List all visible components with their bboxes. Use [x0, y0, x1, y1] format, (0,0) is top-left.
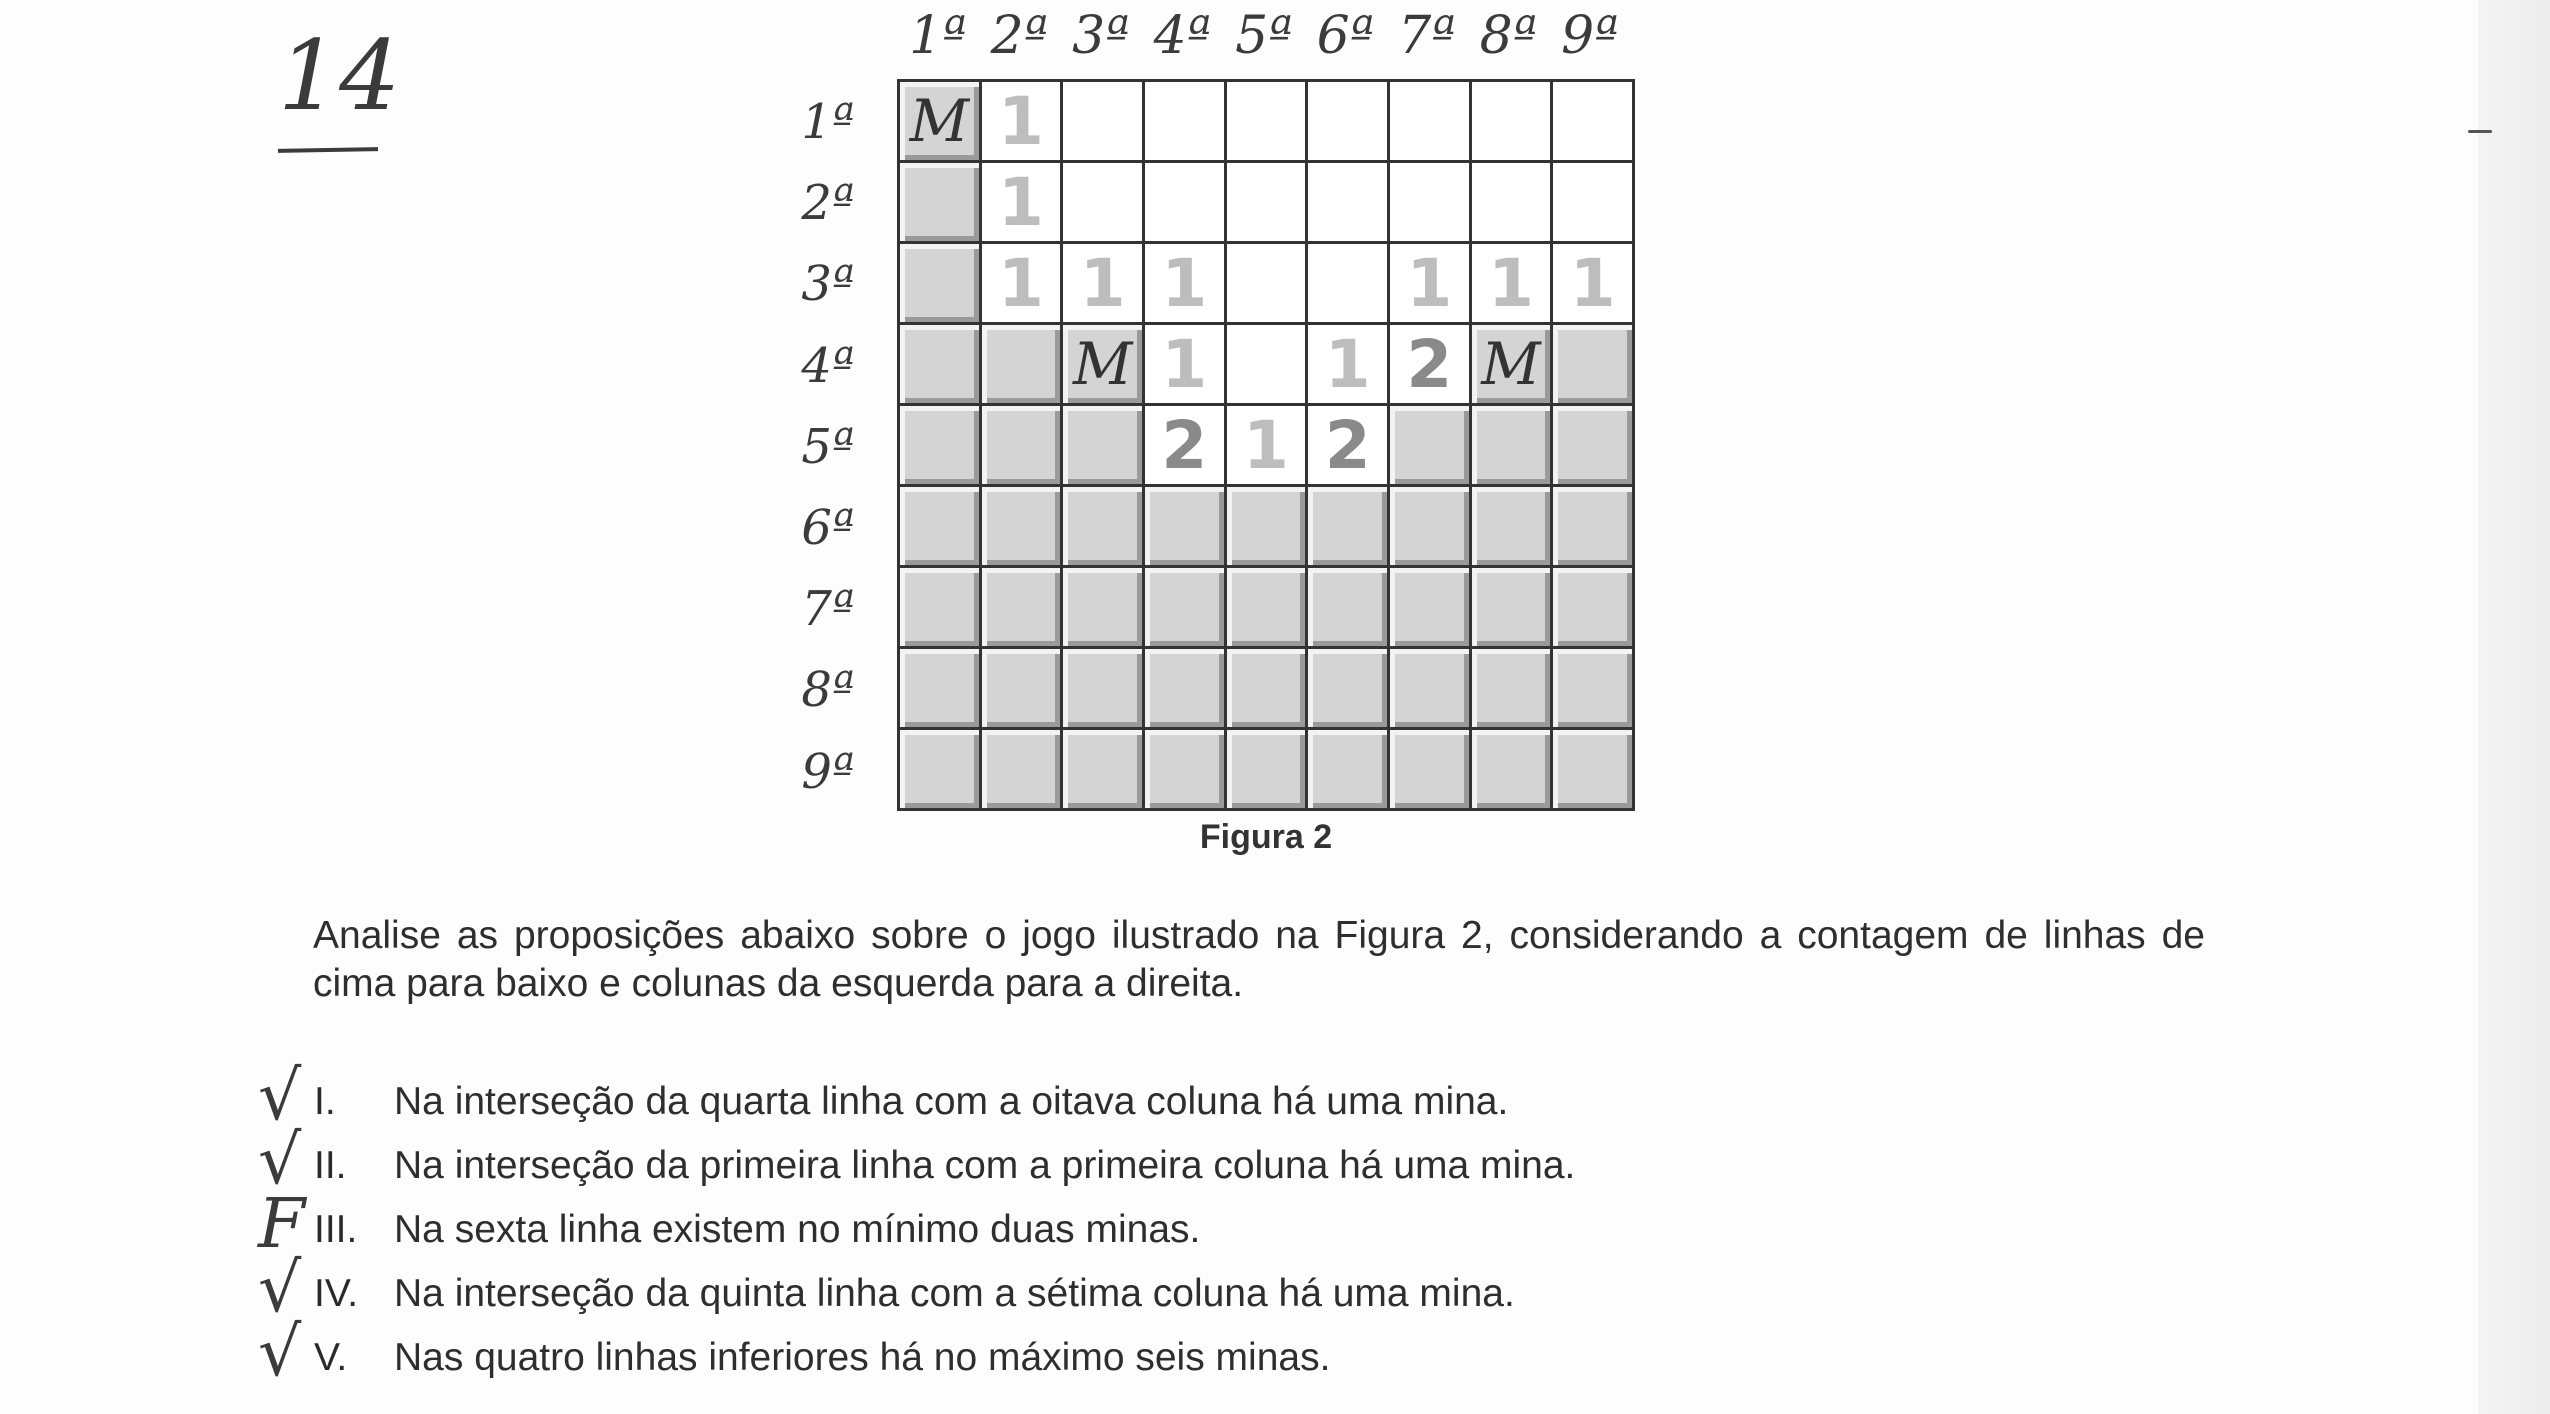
proposition-text: Na interseção da quarta linha com a oitava coluna há uma mina.	[394, 1080, 1509, 1123]
closed-cell	[982, 568, 1061, 646]
closed-cell	[982, 649, 1061, 727]
closed-cell	[1227, 649, 1306, 727]
number-cell	[1145, 244, 1224, 322]
cell-number: 1	[998, 244, 1044, 322]
row-label: 9ª	[801, 743, 855, 800]
cell-number: 1	[1161, 244, 1208, 322]
cell-number: 1	[1243, 406, 1289, 484]
check-mark: √	[258, 1121, 302, 1200]
cell-number: 2	[1406, 325, 1453, 403]
number-cell	[1308, 406, 1387, 484]
check-mark: √	[258, 1249, 302, 1328]
number-cell	[982, 244, 1061, 322]
number-cell	[1308, 325, 1387, 403]
closed-cell	[900, 730, 979, 808]
closed-cell	[1063, 649, 1142, 727]
number-cell	[1145, 325, 1224, 403]
check-mark: √	[258, 1057, 302, 1136]
proposition-numeral: I.	[314, 1080, 336, 1123]
column-label: 9ª	[1561, 6, 1619, 66]
number-cell	[1145, 406, 1224, 484]
closed-cell	[1308, 730, 1387, 808]
proposition-numeral: IV.	[314, 1272, 359, 1315]
number-cell	[1472, 244, 1551, 322]
mine-mark-cell	[1063, 325, 1142, 403]
row-label: 4ª	[801, 337, 855, 394]
open-cell	[1390, 82, 1469, 160]
open-cell	[1553, 82, 1632, 160]
cell-number: 1	[1569, 244, 1616, 322]
column-label: 7ª	[1398, 6, 1456, 66]
mine-mark: M	[1072, 330, 1133, 398]
question-number: 14	[278, 20, 401, 132]
closed-cell	[1553, 325, 1632, 403]
row-label: 1ª	[801, 94, 855, 150]
minesweeper-grid	[897, 79, 1635, 811]
closed-cell	[982, 487, 1061, 565]
closed-cell	[1227, 568, 1306, 646]
proposition-text: Na interseção da quinta linha com a sétima coluna há uma mina.	[394, 1272, 1515, 1315]
closed-cell	[1472, 406, 1551, 484]
false-mark: F	[258, 1185, 306, 1264]
open-cell	[1308, 163, 1387, 241]
column-label: 5ª	[1235, 6, 1293, 66]
edge-mark	[2468, 130, 2492, 133]
intro-paragraph: Analise as proposições abaixo sobre o jogo ilustrado na Figura 2, considerando a contagem de linhas de cima para baixo e colunas da esquerda para a direita.	[313, 914, 2205, 1005]
cell-number: 1	[1488, 244, 1534, 322]
number-cell	[1390, 325, 1469, 403]
proposition-text: Nas quatro linhas inferiores há no máximo seis minas.	[394, 1336, 1331, 1379]
closed-cell	[1145, 568, 1224, 646]
row-label: 5ª	[801, 418, 855, 475]
closed-cell	[1472, 487, 1551, 565]
row-label: 8ª	[801, 662, 855, 719]
closed-cell	[1063, 487, 1142, 565]
proposition	[0, 1121, 2300, 1200]
closed-cell	[900, 325, 979, 403]
closed-cell	[900, 244, 979, 322]
column-label: 1ª	[909, 6, 967, 66]
proposition-numeral: II.	[314, 1144, 347, 1187]
mine-mark-cell	[900, 82, 979, 160]
cell-number: 1	[998, 163, 1044, 241]
cell-number: 1	[1324, 325, 1371, 403]
closed-cell	[1227, 487, 1306, 565]
open-cell	[1145, 82, 1224, 160]
column-label: 6ª	[1316, 6, 1375, 66]
cell-number: 2	[1324, 406, 1371, 484]
closed-cell	[1390, 730, 1469, 808]
closed-cell	[1390, 406, 1469, 484]
closed-cell	[1390, 649, 1469, 727]
closed-cell	[1145, 649, 1224, 727]
closed-cell	[1553, 730, 1632, 808]
open-cell	[1553, 163, 1632, 241]
number-cell	[1227, 406, 1306, 484]
closed-cell	[1308, 649, 1387, 727]
open-cell	[1308, 82, 1387, 160]
question-number-underline	[278, 147, 378, 153]
closed-cell	[1063, 568, 1142, 646]
cell-number: 2	[1161, 406, 1208, 484]
proposition-numeral: III.	[314, 1208, 358, 1251]
closed-cell	[982, 730, 1061, 808]
closed-cell	[1145, 730, 1224, 808]
closed-cell	[900, 487, 979, 565]
mine-mark: M	[1481, 330, 1541, 398]
number-cell	[1063, 244, 1142, 322]
number-cell	[982, 163, 1061, 241]
row-label: 3ª	[801, 256, 855, 313]
column-label: 8ª	[1479, 6, 1538, 66]
open-cell	[1063, 82, 1142, 160]
column-label: 2ª	[990, 6, 1049, 66]
open-cell	[1227, 82, 1306, 160]
cell-number: 1	[1406, 244, 1453, 322]
open-cell	[1145, 163, 1224, 241]
closed-cell	[1145, 487, 1224, 565]
closed-cell	[1227, 730, 1306, 808]
mine-mark: M	[909, 87, 970, 155]
open-cell	[1227, 244, 1306, 322]
cell-number: 1	[998, 82, 1044, 160]
cell-number: 1	[1079, 244, 1126, 322]
row-label: 7ª	[801, 581, 855, 638]
closed-cell	[1063, 730, 1142, 808]
closed-cell	[1390, 487, 1469, 565]
closed-cell	[900, 568, 979, 646]
open-cell	[1063, 163, 1142, 241]
closed-cell	[1472, 730, 1551, 808]
closed-cell	[982, 325, 1061, 403]
number-cell	[982, 82, 1061, 160]
open-cell	[1227, 163, 1306, 241]
proposition	[0, 1249, 2300, 1328]
proposition-text: Na interseção da primeira linha com a primeira coluna há uma mina.	[394, 1144, 1576, 1187]
page-edge-strip	[2478, 0, 2550, 1414]
cell-number: 1	[1161, 325, 1208, 403]
closed-cell	[1472, 649, 1551, 727]
closed-cell	[900, 163, 979, 241]
proposition	[0, 1057, 2300, 1136]
closed-cell	[1308, 568, 1387, 646]
column-label: 4ª	[1153, 6, 1212, 66]
proposition-text: Na sexta linha existem no mínimo duas minas.	[394, 1208, 1201, 1251]
mine-mark-cell	[1472, 325, 1551, 403]
closed-cell	[1308, 487, 1387, 565]
column-label: 3ª	[1072, 6, 1130, 66]
closed-cell	[1553, 406, 1632, 484]
closed-cell	[982, 406, 1061, 484]
proposition-numeral: V.	[314, 1336, 348, 1379]
closed-cell	[900, 649, 979, 727]
closed-cell	[1553, 649, 1632, 727]
open-cell	[1472, 82, 1551, 160]
closed-cell	[1472, 568, 1551, 646]
row-label: 2ª	[801, 175, 855, 232]
closed-cell	[900, 406, 979, 484]
closed-cell	[1063, 406, 1142, 484]
open-cell	[1308, 244, 1387, 322]
closed-cell	[1390, 568, 1469, 646]
number-cell	[1553, 244, 1632, 322]
number-cell	[1390, 244, 1469, 322]
open-cell	[1472, 163, 1551, 241]
open-cell	[1227, 325, 1306, 403]
closed-cell	[1553, 568, 1632, 646]
proposition	[0, 1185, 2300, 1264]
row-label: 6ª	[801, 500, 855, 556]
open-cell	[1390, 163, 1469, 241]
check-mark: √	[258, 1313, 302, 1392]
closed-cell	[1553, 487, 1632, 565]
proposition	[0, 1313, 2300, 1392]
figure-caption: Figura 2	[1199, 818, 1333, 856]
